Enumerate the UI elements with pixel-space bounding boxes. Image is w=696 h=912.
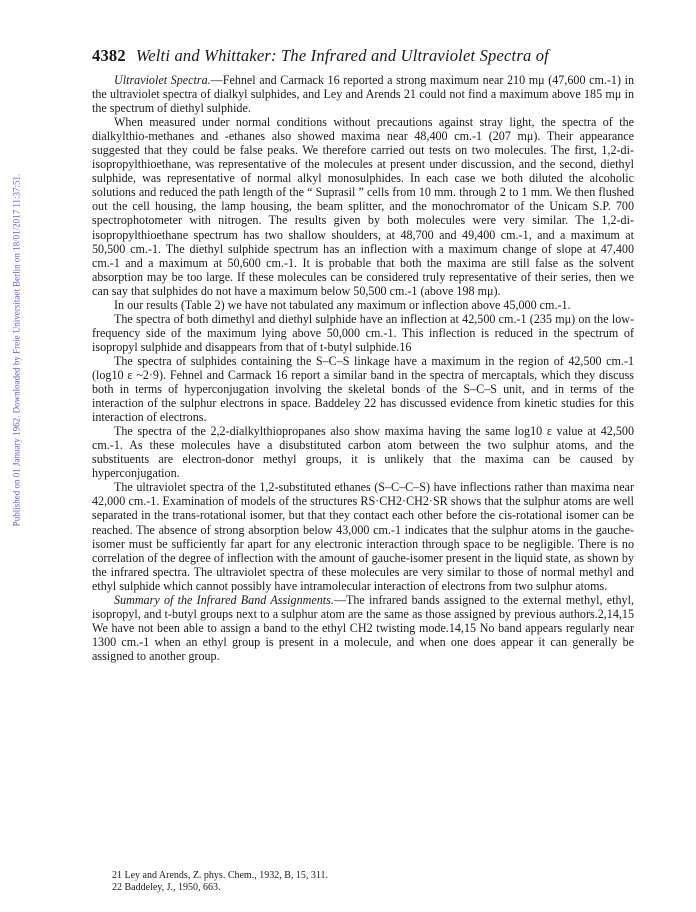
running-title: Welti and Whittaker: The Infrared and Ultraviolet Spectra of xyxy=(135,46,549,65)
paragraph-false-peaks: When measured under normal conditions without precautions against stray light, the spectra of the dialkylthio-methanes and -ethanes also showed maxima near 48,400 cm.-1 (207 mμ). Their appearance suggested that they could be false peaks. We therefore carried out tests on two molecules. The first, 1,2-di-isopropylthioethane, was representative of the molecules at present under discussion, and the second, diethyl sulphide, was representative of normal alkyl monosulphides. In each case we both diluted the alcoholic solutions and reduced the path length of the “ Suprasil ” cells from 10 mm. through 2 to 1 mm. We then flushed out the cell housing, the lamp housing, the beam splitter, and the monochromator of the Unicam S.P. 700 spectrophotometer with nitrogen. The results given by both molecules were very similar. The 1,2-di-isopropylthioethane spectrum has two shallow shoulders, at 48,700 and 49,400 cm.-1, and a maximum at 50,500 cm.-1. The diethyl sulphide spectrum has an inflection with a maximum change of slope at 47,400 cm.-1 and a maximum at 50,600 cm.-1. It is probable that both the maxima are still false as the solvent absorption may be too large. If these molecules can be considered truly representative of their series, then we can say that sulphides do not have a maximum below 50,500 cm.-1 (above 198 mμ). xyxy=(92,115,634,298)
footnotes xyxy=(112,870,612,894)
footnote-21: 21 Ley and Arends, Z. phys. Chem., 1932, B, 15, 311. xyxy=(112,870,329,881)
download-watermark-text: Published on 01 January 1962. Downloaded by Freie Universitaet Berlin on 18/01/2017 11:37:51. xyxy=(11,173,21,527)
footnote-22: 22 Baddeley, J., 1950, 663. xyxy=(112,882,221,893)
paragraph-text: —Fehnel and Carmack 16 reported a strong maximum near 210 mμ (47,600 cm.-1) in the ultraviolet spectra of dialkyl sulphides, and Ley and Arends 21 could not find a maximum above 185 mμ in the spectrum of diethyl sulphide. xyxy=(92,73,635,116)
paragraph-ir-summary xyxy=(92,593,634,663)
paragraph-scs-linkage: The spectra of sulphides containing the S–C–S linkage have a maximum in the region of 42,500 cm.-1 (log10 ε ~2·9). Fehnel and Carmack 16 report a similar band in the spectra of mercaptals, which they discuss both in terms of hyperconjugation involving the skeletal bonds of the S–C–S unit, and in terms of the interaction of the sulphur electrons in space. Baddeley 22 has discussed evidence from kinetic studies for this interaction of electrons. xyxy=(92,353,634,425)
paragraph-text: —The infrared bands assigned to the external methyl, ethyl, isopropyl, and t-butyl groups next to a sulphur atom are the same as those assigned by previous authors.2,14,15 We have not been able to assign a band to the ethyl CH2 twisting mode.14,15 No band appears regularly near 1300 cm.-1 when an ethyl group is present in a molecule, and when one does appear it can generally be assigned to another group. xyxy=(92,592,634,663)
article-body xyxy=(92,73,634,663)
paragraph-dialkylthiopropanes: The spectra of the 2,2-dialkylthiopropanes also show maxima having the same log10 ε value at 42,500 cm.-1. As these molecules have a disubstituted carbon atom between the two sulphur atoms, and the substituents are electron-donor methyl groups, it is unlikely that the maxima can be caused by hyperconjugation. xyxy=(92,424,634,481)
paragraph-inflection: The spectra of both dimethyl and diethyl sulphide have an inflection at 42,500 cm.-1 (235 mμ) on the low-frequency side of the maximum lying above 50,000 cm.-1. This inflection is reduced in the spectrum of isopropyl sulphide and disappears from that of t-butyl sulphide.16 xyxy=(92,311,634,354)
page-header xyxy=(92,46,632,66)
paragraph-uv-spectra xyxy=(92,73,634,115)
paragraph-substituted-ethanes: The ultraviolet spectra of the 1,2-substituted ethanes (S–C–C–S) have inflections rather than maxima near 42,000 cm.-1. Examination of models of the structures RS·CH2·CH2·SR shows that the sulphur atoms are well separated in the trans-rotational isomer, but that they contact each other before the cis-rotational isomer can be reached. The absence of strong absorption below 43,000 cm.-1 indicates that the sulphur atoms in the gauche-isomer must be sufficiently far apart for any electronic interaction through space to be negligible. There is no correlation of the degree of inflection with the amount of gauche-isomer present in the liquid state, as shown by the infrared spectra. The ultraviolet spectra of these molecules are very similar to those of normal methyl and ethyl sulphide which cannot possibly have intramolecular interaction of electrons from two sulphur atoms. xyxy=(92,480,634,593)
paragraph-table-note: In our results (Table 2) we have not tabulated any maximum or inflection above 45,000 cm.-1. xyxy=(114,297,571,312)
section-heading-uv: Ultraviolet Spectra. xyxy=(114,73,211,87)
page-number: 4382 xyxy=(92,46,126,65)
download-watermark xyxy=(8,120,24,580)
section-heading-ir: Summary of the Infrared Band Assignments. xyxy=(114,592,334,607)
